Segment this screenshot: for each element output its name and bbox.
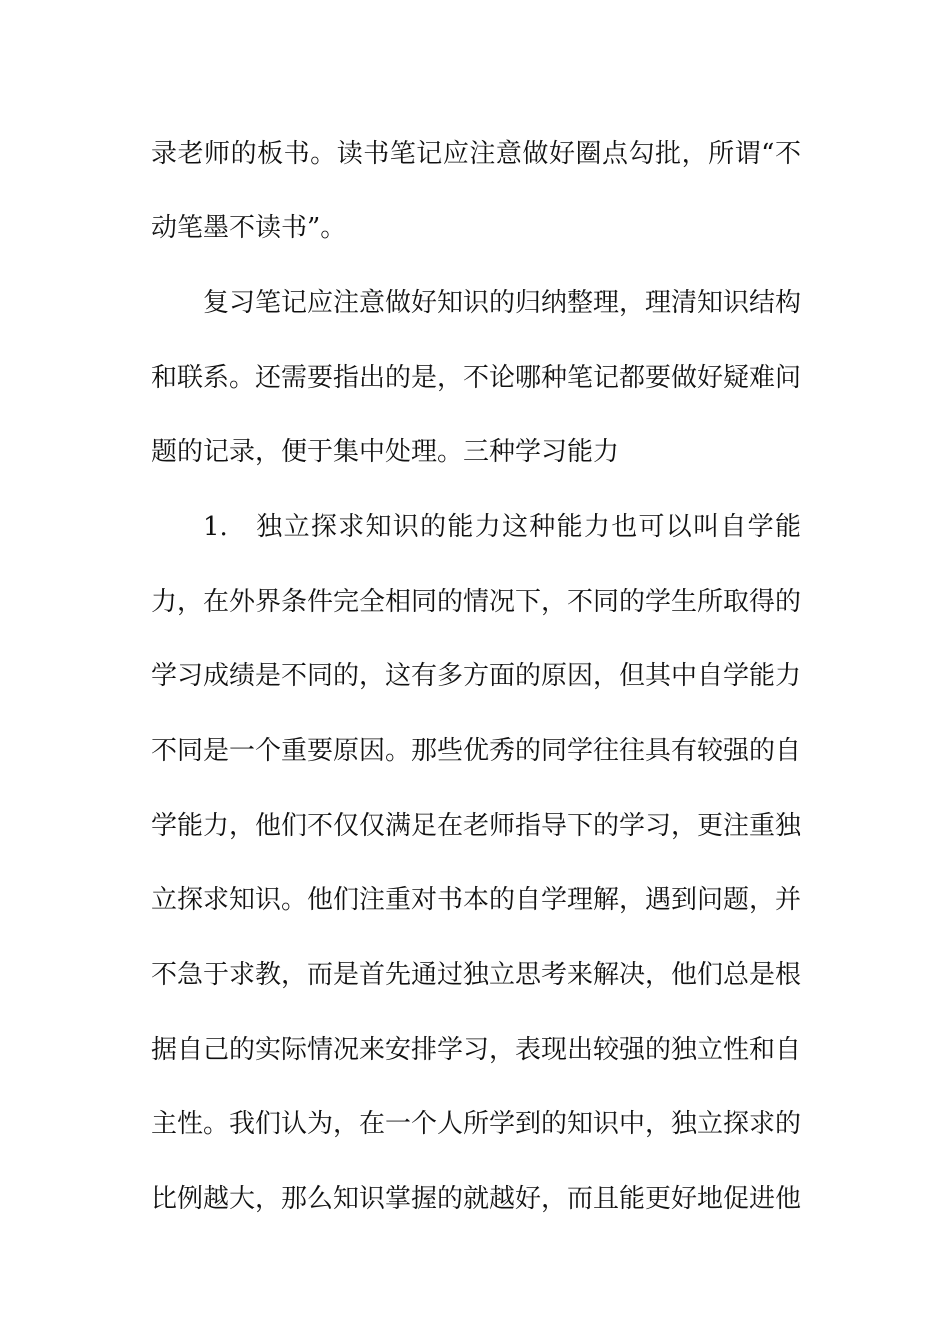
text-line-9: 不同是一个重要原因。那些优秀的同学往往具有较强的自 — [151, 736, 801, 766]
text-line-11: 立探求知识。他们注重对书本的自学理解，遇到问题，并 — [151, 885, 801, 915]
text-line-12: 不急于求教，而是首先通过独立思考来解决，他们总是根 — [151, 960, 801, 990]
paragraph-first-line: 复习笔记应注意做好知识的归纳整理，理清知识结构 — [203, 288, 801, 318]
text-line-2: 动笔墨不读书”。 — [151, 213, 347, 243]
text-line-14: 主性。我们认为，在一个人所学到的知识中，独立探求的 — [151, 1109, 801, 1139]
list-number: 1. — [203, 512, 228, 542]
list-item-text: 独立探求知识的能力这种能力也可以叫自学能 — [255, 512, 801, 542]
text-line-4: 和联系。还需要指出的是，不论哪种笔记都要做好疑难问 — [151, 363, 801, 393]
text-line-8: 学习成绩是不同的，这有多方面的原因，但其中自学能力 — [151, 661, 801, 691]
text-line-7: 力，在外界条件完全相同的情况下，不同的学生所取得的 — [151, 587, 801, 617]
list-item-first-line — [203, 507, 801, 547]
text-line-13: 据自己的实际情况来安排学习，表现出较强的独立性和自 — [151, 1035, 801, 1065]
text-line-15: 比例越大，那么知识掌握的就越好，而且能更好地促进他 — [151, 1184, 801, 1214]
text-line-10: 学能力，他们不仅仅满足在老师指导下的学习，更注重独 — [151, 811, 801, 841]
text-line-1: 录老师的板书。读书笔记应注意做好圈点勾批，所谓“不 — [151, 139, 801, 169]
text-line-5: 题的记录，便于集中处理。三种学习能力 — [151, 437, 620, 467]
